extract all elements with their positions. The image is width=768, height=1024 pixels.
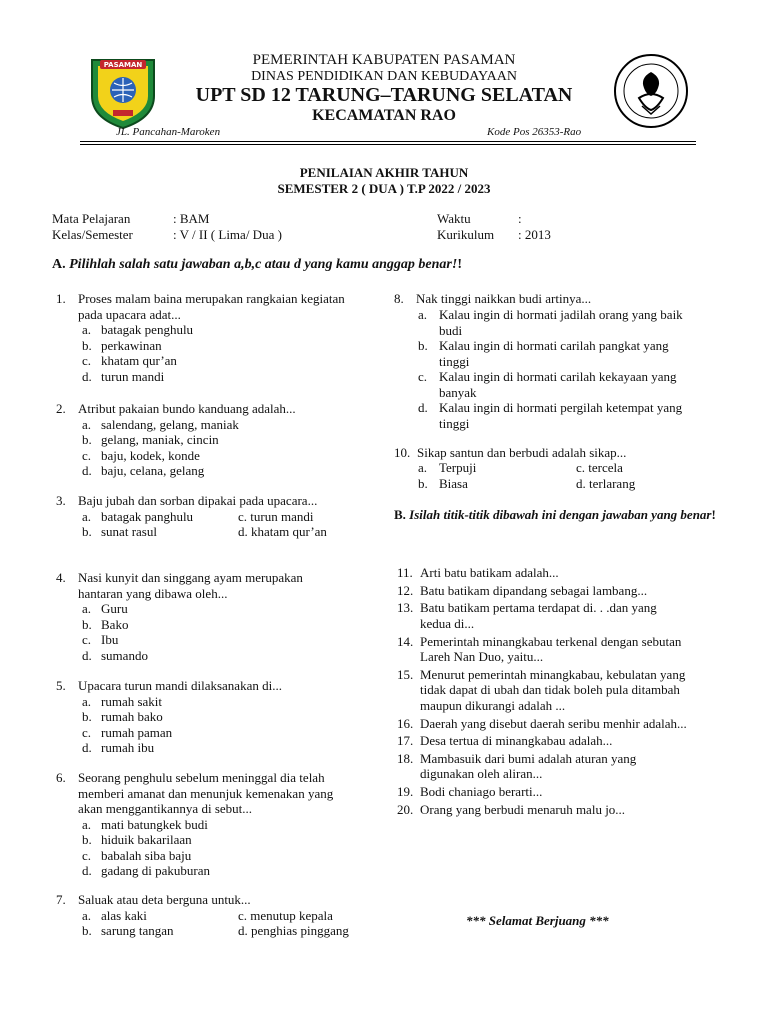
section-b-heading <box>394 506 734 524</box>
section-a-heading <box>52 257 462 273</box>
option-text: tinggi <box>439 415 470 431</box>
option-letter: c. <box>82 847 92 863</box>
option-letter: b. <box>418 338 428 353</box>
essay-text: Menurut pemerintah minangkabau, kebulatan yang <box>420 666 686 682</box>
option-letter: b. <box>418 475 428 491</box>
question-text: Baju jubah dan sorban dipakai pada upacara... <box>78 493 318 508</box>
left-logo-text: PASAMAN <box>103 61 143 69</box>
school-name: UPT SD 12 TARUNG–TARUNG SELATAN <box>195 84 573 106</box>
question-text: hantaran yang dibawa oleh... <box>78 585 228 601</box>
option-text-right: d. khatam qur’an <box>238 524 327 539</box>
option-letter: a. <box>82 693 92 709</box>
essay-text: Pemerintah minangkabau terkenal dengan sebutan <box>420 633 682 649</box>
option-text: baju, kodek, konde <box>101 447 200 463</box>
essay-text: digunakan oleh aliran... <box>420 766 543 782</box>
option-text: Kalau ingin di hormati jadilah orang yang baik <box>439 307 683 322</box>
option-text: Biasa <box>439 475 468 491</box>
exam-title: PENILAIAN AKHIR TAHUN <box>299 165 469 180</box>
option-letter: d. <box>82 647 92 663</box>
option-text: Ibu <box>101 632 119 647</box>
option-letter: c. <box>418 369 428 384</box>
option-text-right: d. penghias pinggang <box>238 923 349 938</box>
essay-number: 12. <box>397 582 414 598</box>
essay-text: Batu batikam pertama terdapat di. . .dan yang <box>420 600 657 616</box>
question-number: 4. <box>56 570 66 585</box>
essay-text: Daerah yang disebut daerah seribu menhir adalah... <box>420 715 687 731</box>
school-address: JL. Pancahan-Maroken <box>116 126 221 138</box>
curriculum-label: Kurikulum <box>437 227 495 242</box>
option-letter: a. <box>82 322 92 337</box>
option-text: sunat rasul <box>101 524 157 539</box>
essay-text: maupun dikurangi adalah ... <box>420 697 566 713</box>
essay-number: 19. <box>397 784 414 800</box>
option-letter: a. <box>82 508 92 524</box>
question-number: 6. <box>56 770 66 785</box>
essay-number: 11. <box>397 565 413 580</box>
option-letter: b. <box>82 432 92 447</box>
section-b-letter: B. <box>394 507 406 522</box>
question-number: 7. <box>56 892 66 907</box>
header-divider <box>80 141 696 142</box>
closing-message: *** Selamat Berjuang *** <box>466 913 609 928</box>
header-line-1: PEMERINTAH KABUPATEN PASAMAN <box>252 52 516 68</box>
section-a-instruction: Pilihlah salah satu jawaban a,b,c atau d yang kamu anggap benar! <box>65 257 458 272</box>
option-letter: a. <box>418 307 428 322</box>
option-letter: b. <box>82 524 92 539</box>
header-line-2: DINAS PENDIDIKAN DAN KEBUDAYAAN <box>251 69 517 84</box>
option-letter: b. <box>82 832 92 847</box>
essay-text: Batu batikam dipandang sebagai lambang... <box>420 582 648 598</box>
essay-text: tidak dapat di ubah dan tidak boleh pula ditambah <box>420 682 680 698</box>
option-text: Bako <box>101 616 129 632</box>
question-text: Upacara turun mandi dilaksanakan di... <box>78 678 282 693</box>
option-letter: b. <box>82 337 92 353</box>
section-a-tail: ! <box>457 257 462 272</box>
essay-number: 16. <box>397 715 414 731</box>
option-letter: b. <box>82 923 92 938</box>
essay-text: Lareh Nan Duo, yaitu... <box>420 649 544 665</box>
essay-text: Bodi chaniago berarti... <box>420 784 543 800</box>
option-text: Terpuji <box>439 460 477 475</box>
section-b-tail: ! <box>711 507 716 522</box>
question-text: akan menggantikannya di sebut... <box>78 801 253 816</box>
subject-value: : BAM <box>173 211 210 226</box>
option-letter: d. <box>82 740 92 755</box>
option-text: turun mandi <box>101 368 165 384</box>
question-text: Sikap santun dan berbudi adalah sikap... <box>417 445 627 460</box>
question-text: Atribut pakaian bundo kanduang adalah... <box>78 401 296 416</box>
time-label: Waktu <box>437 211 471 226</box>
option-text: khatam qur’an <box>101 353 177 368</box>
option-text: banyak <box>439 384 477 400</box>
question-number: 10. <box>394 445 411 460</box>
question-number: 5. <box>56 678 66 693</box>
essay-number: 17. <box>397 733 414 749</box>
option-letter: a. <box>418 460 428 475</box>
option-text-right: c. tercela <box>576 460 623 475</box>
question-text: Nasi kunyit dan singgang ayam merupakan <box>78 570 303 585</box>
option-text: perkawinan <box>101 337 162 353</box>
option-text: batagak penghulu <box>101 322 194 337</box>
option-text: Kalau ingin di hormati carilah pangkat yang <box>439 338 669 353</box>
option-letter: c. <box>82 447 92 463</box>
option-text-right: c. turun mandi <box>238 508 314 524</box>
option-text: alas kaki <box>101 907 147 923</box>
time-value: : <box>518 211 522 226</box>
option-letter: d. <box>82 463 92 478</box>
essay-number: 20. <box>397 801 414 817</box>
option-text: rumah sakit <box>101 693 163 709</box>
question-text: Saluak atau deta berguna untuk... <box>78 892 251 907</box>
option-text: sarung tangan <box>101 923 174 938</box>
curriculum-value: : 2013 <box>518 227 551 242</box>
question-text: memberi amanat dan menunjuk kemenakan yang <box>78 785 334 801</box>
essay-number: 18. <box>397 750 414 766</box>
subject-label: Mata Pelajaran <box>52 211 131 226</box>
option-text: babalah siba baju <box>101 847 192 863</box>
option-text: salendang, gelang, maniak <box>101 416 239 432</box>
pasaman-regency-logo <box>86 52 160 130</box>
section-a-letter: A. <box>52 257 66 272</box>
option-text: rumah ibu <box>101 740 155 755</box>
question-number: 8. <box>394 291 404 306</box>
essay-number: 15. <box>397 666 414 682</box>
question-text: Nak tinggi naikkan budi artinya... <box>416 291 592 306</box>
option-letter: c. <box>82 353 92 368</box>
option-letter: a. <box>82 816 92 832</box>
essay-text: Orang yang berbudi menaruh malu jo... <box>420 801 626 817</box>
question-number: 3. <box>56 493 66 508</box>
exam-semester: SEMESTER 2 ( DUA ) T.P 2022 / 2023 <box>277 181 491 196</box>
option-text-right: d. terlarang <box>576 475 636 491</box>
option-text: batagak panghulu <box>101 508 194 524</box>
option-text: Guru <box>101 601 128 616</box>
class-label: Kelas/Semester <box>52 227 133 242</box>
option-letter: d. <box>82 368 92 384</box>
option-text: hiduik bakarilaan <box>101 832 192 847</box>
essay-text: Arti batu batikam adalah... <box>420 565 559 580</box>
option-text: budi <box>439 322 463 338</box>
option-text-right: c. menutup kepala <box>238 907 333 923</box>
option-text: rumah bako <box>101 709 163 724</box>
section-b-instruction: Isilah titik-titik dibawah ini dengan jawaban yang benar <box>405 507 712 522</box>
essay-text: Mambasuik dari bumi adalah aturan yang <box>420 750 637 766</box>
question-text: Seorang penghulu sebelum meninggal dia telah <box>78 770 325 785</box>
option-text: gelang, maniak, cincin <box>101 432 219 447</box>
question-text: Proses malam baina merupakan rangkaian kegiatan <box>78 291 345 306</box>
option-text: gadang di pakuburan <box>101 863 211 878</box>
district-name: KECAMATAN RAO <box>312 107 456 124</box>
option-text: tinggi <box>439 353 470 369</box>
option-letter: c. <box>82 632 92 647</box>
option-letter: d. <box>418 400 428 415</box>
question-number: 2. <box>56 401 66 416</box>
option-letter: a. <box>82 907 92 923</box>
option-letter: a. <box>82 601 92 616</box>
option-letter: b. <box>82 709 92 724</box>
header-divider-thin <box>80 144 696 145</box>
class-value: : V / II ( Lima/ Dua ) <box>173 227 282 242</box>
option-letter: a. <box>82 416 92 432</box>
option-text: Kalau ingin di hormati carilah kekayaan yang <box>439 369 677 384</box>
question-number: 1. <box>56 291 66 306</box>
option-letter: c. <box>82 724 92 740</box>
option-text: sumando <box>101 647 148 663</box>
option-text: baju, celana, gelang <box>101 463 205 478</box>
essay-number: 14. <box>397 633 414 649</box>
option-text: Kalau ingin di hormati pergilah ketempat yang <box>439 400 683 415</box>
essay-text: kedua di... <box>420 615 475 631</box>
question-text: pada upacara adat... <box>78 306 181 322</box>
option-text: rumah paman <box>101 724 173 740</box>
postal-code: Kode Pos 26353-Rao <box>487 126 582 138</box>
essay-text: Desa tertua di minangkabau adalah... <box>420 733 613 749</box>
option-letter: b. <box>82 616 92 632</box>
option-text: mati batungkek budi <box>101 816 208 832</box>
essay-number: 13. <box>397 600 414 616</box>
option-letter: d. <box>82 863 92 878</box>
tut-wuri-handayani-logo <box>612 52 690 130</box>
